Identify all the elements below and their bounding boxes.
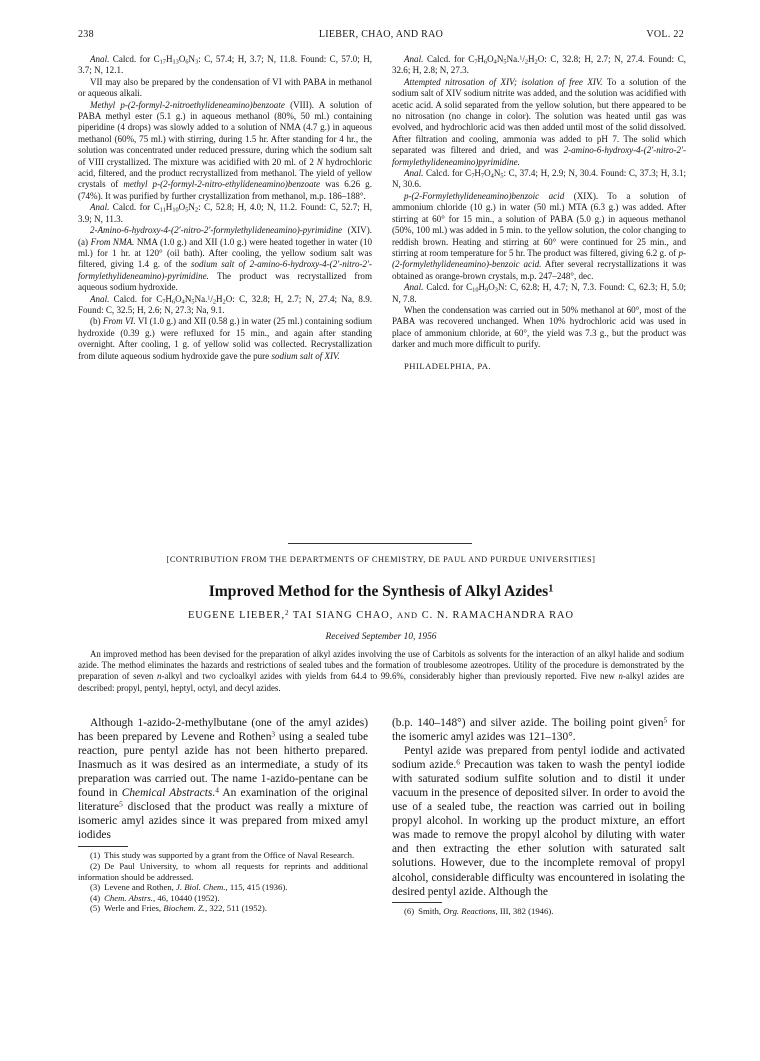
experimental-paragraph: Attempted nitrosation of XIV; isolation of free XIV. To a solution of the sodium salt of XIV sodium nitrite was added, and the solution was acidified with acetic acid. A solid separated from the yellow solution, but there appeared to be no nitrosation (no change in color). The solution was heated until gas was evolved, and hydrochloric acid was then added until most of the solid dissolved. After filtration and cooling, ammonia was added to pH 7. The solid which separated was filtered and dried, and was 2-amino-6-hydroxy-4-(2′-nitro-2′-formylethylideneamino)pyrimidine. bbox=[392, 76, 686, 167]
footnote bbox=[78, 861, 368, 882]
footnote-rule bbox=[78, 846, 128, 847]
body-left-column bbox=[78, 716, 368, 914]
page-header bbox=[78, 29, 684, 43]
analysis-paragraph: Anal. Calcd. for $C_{11}H_{10}O_5N_2$: C, 52.8; H, 4.0; N, 11.2. Found: C, 52.7; H, 3.9; N, 11.3. bbox=[78, 202, 372, 224]
footnotes-right bbox=[392, 906, 685, 917]
footnote bbox=[78, 893, 368, 904]
footnote bbox=[78, 882, 368, 893]
footnote-post: 115, 415 (1936). bbox=[227, 882, 288, 893]
section-divider bbox=[288, 543, 472, 544]
analysis-paragraph: Anal. Calcd. for $C_{10}H_9O_3N$: C, 62.8; H, 4.7; N, 7.3. Found: C, 62.3; H, 5.0; N, 7.8. bbox=[392, 282, 686, 304]
footnote-num: (5) bbox=[90, 903, 101, 914]
experimental-paragraph: p-(2-Formylethylideneamino)benzoic acid (XIX). To a solution of ammonium chloride (10 g.) in water (50 ml.) MTA (6.3 g.) was added. After stirring at 60° for 15 min., a solution of PABA (5.0 g.) in aqueous methanol (50%, 100 ml.) was added in 5 min. to the yellow solution, the color changing to reddish brown. Heating and stirring at 60° were continued for 25 min., and stirring at room temperature for 5 hr. The product was filtered, giving 6.2 g. of p-(2-formylethylideneamino)-benzoic acid. After several recrystallizations it was obtained as orange-brown crystals, m.p. 247–248°, dec. bbox=[392, 190, 687, 281]
footnote-pre: This study was supported by a grant from the Office of Naval Research. bbox=[104, 850, 355, 861]
received-date: Received September 10, 1956 bbox=[325, 632, 437, 642]
footnote-it: J. Biol. Chem., bbox=[176, 882, 228, 893]
body-right-column bbox=[392, 716, 685, 916]
footnote-post: 322, 511 (1952). bbox=[207, 903, 267, 914]
body-paragraph: Although 1-azido-2-methylbutane (one of the amyl azides) has been prepared by Levene and Rothen$^3$ using a sealed tube reaction, pure pentyl azide has not been hitherto prepared. Inasmuch as it was desired as an intermediate, a study of its preparation was carried out. The name 1-azido-pentane can be found in Chemical Abstracts.$^4$ An examination of the original literature$^5$ disclosed that the product was really a mixture of isomeric amyl azides since it was prepared from mixed amyl iodides bbox=[78, 717, 368, 842]
footnote-pre: De Paul University, to whom all requests for reprints and additional information should be addressed. bbox=[78, 861, 368, 882]
footnote bbox=[78, 850, 368, 861]
author-line: EUGENE LIEBER,$^2$ TAI SIANG CHAO, AND C. N. RAMACHANDRA RAO bbox=[187, 609, 575, 621]
footnote-num: (1) bbox=[90, 850, 101, 861]
footnote-num: (6) bbox=[404, 905, 415, 916]
experimental-paragraph: (b) From VI. VI (1.0 g.) and XII (0.58 g.) in water (25 ml.) containing sodium hydroxide (0.39 g.) were refluxed for 15 min., and again after standing overnight. After cooling, 1 g. of yellow solid was collected. Recrystallization from dilute aqueous sodium hydroxide gave the pure sodium salt of XIV. bbox=[78, 316, 372, 361]
body-paragraph: (b.p. 140–148°) and silver azide. The boiling point given$^5$ for the isomeric amyl azides was 121–130°. bbox=[392, 715, 685, 744]
running-head: LIEBER, CHAO, AND RAO bbox=[318, 29, 444, 40]
body-paragraph: VII may also be prepared by the condensation of VI with PABA in methanol or aqueous alkali. bbox=[78, 76, 372, 99]
footnote-post: 46, 10440 (1952). bbox=[155, 892, 220, 903]
footnote-num: (4) bbox=[90, 892, 101, 903]
analysis-paragraph: Anal. Calcd. for $C_7H_6O_4N_5Na.^1/_2H_2O$: C, 32.8; H, 2.7; N, 27.4; Na, 8.9. Found: C, 32.5; H, 2.6; N, 27.3; Na, 9.1. bbox=[78, 293, 373, 315]
footnote-pre: Werle and Fries, bbox=[104, 903, 164, 914]
analysis-paragraph: Anal. Calcd. for $C_7H_7O_4N_5$: C, 37.4; H, 2.9; N, 30.4. Found: C, 37.3; H, 3.1; N, 30.6. bbox=[392, 168, 687, 190]
experimental-paragraph: Methyl p-(2-formyl-2-nitroethylideneamino)benzoate (VIII). A solution of PABA methyl ester (5.1 g.) in aqueous methanol (80%, 50 ml.) containing piperidine (4 drops) was slowly added to a solution of NMA (4.7 g.) in aqueous methanol (60%, 75 ml.) with stirring, during 1.5 hr. After standing for 4 hr., the solution was concentrated under reduced pressure, during which the sodium salt of VIII crystallized. The mixture was acidified with 20 ml. of 2 N hydrochloric acid, filtered, and the product recrystallized from methanol. The yield of yellow crystals of methyl p-(2-formyl-2-nitro-ethylideneamino)benzoate was 6.26 g. (74%). It was purified by further crystallization from methanol, m.p. 186–188°. bbox=[78, 99, 372, 201]
footnote-post: III, 382 (1946). bbox=[497, 905, 554, 916]
footnote-pre: Levene and Rothen, bbox=[104, 882, 177, 893]
footnotes-left bbox=[78, 850, 368, 914]
footnote-pre: Smith, bbox=[418, 905, 444, 916]
contribution-line: [CONTRIBUTION FROM THE DEPARTMENTS OF CHEMISTRY, DE PAUL AND PURDUE UNIVERSITIES] bbox=[166, 555, 596, 564]
location-signature: PHILADELPHIA, PA. bbox=[404, 360, 492, 371]
abstract: An improved method has been devised for the preparation of alkyl azides involving the use of Carbitols as solvents for the interaction of an alkyl halide and sodium azide. The method eliminates the hazards and restrictions of sealed tubes and the formation of troublesome azeotropes. Utility of the procedure is demonstrated by the preparation of seven n-alkyl and two cycloalkyl azides with yields from 64.4 to 99.6%, considerably higher than previously reported. Five new n-alkyl azides are described: propyl, pentyl, heptyl, octyl, and decyl azides. bbox=[78, 649, 685, 693]
footnote-num: (3) bbox=[90, 882, 101, 893]
body-paragraph: When the condensation was carried out in 50% methanol at 60°, most of the PABA was recovered unchanged. When 10% hydrochloric acid was used in place of ammonium chloride, at 60°, the yield was 7.3 g., but the product was darker and much more difficult to purify. bbox=[392, 304, 686, 350]
footnote-it: Biochem. Z., bbox=[163, 903, 208, 914]
analysis-paragraph: Anal. Calcd. for $C_7H_6O_4N_5Na.^1/_2H_2O$: C, 32.8; H, 2.7; N, 27.4. Found: C, 32.6; H, 2.8; N, 27.3. bbox=[392, 54, 686, 76]
footnote-num: (2) bbox=[90, 861, 101, 872]
page-number: 238 bbox=[78, 29, 94, 40]
volume-label: VOL. 22 bbox=[646, 29, 684, 40]
body-paragraph: Pentyl azide was prepared from pentyl iodide and activated sodium azide.$^6$ Precaution was taken to wash the pentyl iodide with saturated sodium sulfite solution and to distil it under vacuum in the presence of deposited silver. In order to avoid the use of a sealed tube, the reaction was carried out in boiling propyl alcohol. In working up the product mixture, an effort was made to remove the propyl alcohol by diluting with water and then extracting the ether solution with saturated salt solutions. However, due to the incomplete removal of propyl alcohol, considerable difficulty was encountered in isolating the desired pentyl azide. Although the bbox=[392, 745, 685, 898]
previous-article-left-column bbox=[78, 54, 372, 362]
experimental-paragraph: 2-Amino-6-hydroxy-4-(2′-nitro-2′-formylethylideneamino)-pyrimidine (XIV). (a) From NMA. NMA (1.0 g.) and XII (1.0 g.) were heated together in water (10 ml.) for 1 hr. at 120° (oil bath). After cooling, the yellow sodium salt was filtered, giving 1.4 g. of the sodium salt of 2-amino-6-hydroxy-4-(2′-nitro-2′-formylethylideneamino)-pyrimidine. The product was recrystallized from aqueous sodium hydroxide. bbox=[78, 225, 373, 293]
analysis-paragraph: Anal. Calcd. for $C_{17}H_{13}O_6N_3$: C, 57.4; H, 3.7; N, 11.8. Found: C, 57.0; H, 3.7; N, 12.1. bbox=[78, 54, 372, 76]
previous-article-right-column bbox=[392, 54, 686, 372]
footnote-it: Org. Reactions, bbox=[443, 905, 498, 916]
footnote-it: Chem. Abstrs., bbox=[104, 892, 156, 903]
footnote bbox=[78, 903, 368, 914]
footnote-rule bbox=[392, 902, 442, 903]
article-title: Improved Method for the Synthesis of Alkyl Azides$^1$ bbox=[208, 583, 554, 600]
footnote bbox=[392, 906, 685, 917]
